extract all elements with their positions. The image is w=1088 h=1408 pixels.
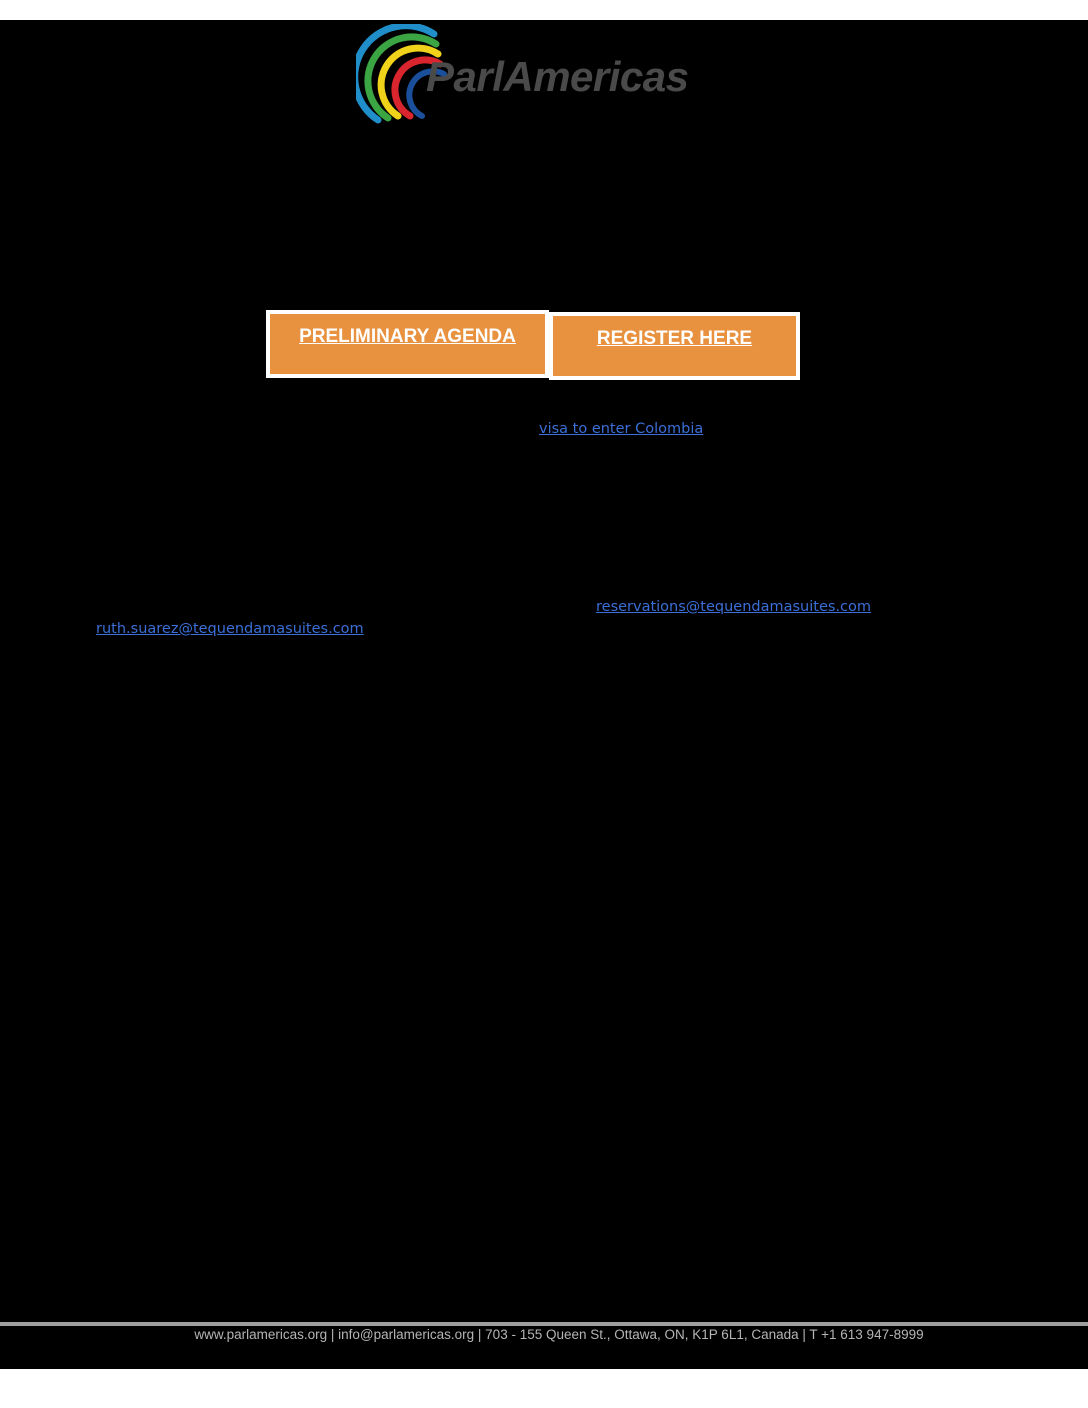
document-page (0, 20, 1088, 1369)
contact-email-link[interactable]: ruth.suarez@tequendamasuites.com (96, 621, 364, 637)
footer-divider (0, 1322, 1088, 1326)
visa-link[interactable]: visa to enter Colombia (539, 421, 704, 437)
footer-contact-info: www.parlamericas.org | info@parlamericas.org | 703 - 155 Queen St., Ottawa, ON, K1P 6L1, Canada | T +1 613 947-8999 (194, 1327, 924, 1342)
logo-wordmark: ParlAmericas (426, 53, 689, 100)
preliminary-agenda-button[interactable]: PRELIMINARY AGENDA (266, 310, 549, 378)
reservations-email-link[interactable]: reservations@tequendamasuites.com (596, 599, 872, 615)
parlamericas-logo (356, 24, 716, 128)
register-here-button[interactable]: REGISTER HERE (549, 312, 800, 380)
